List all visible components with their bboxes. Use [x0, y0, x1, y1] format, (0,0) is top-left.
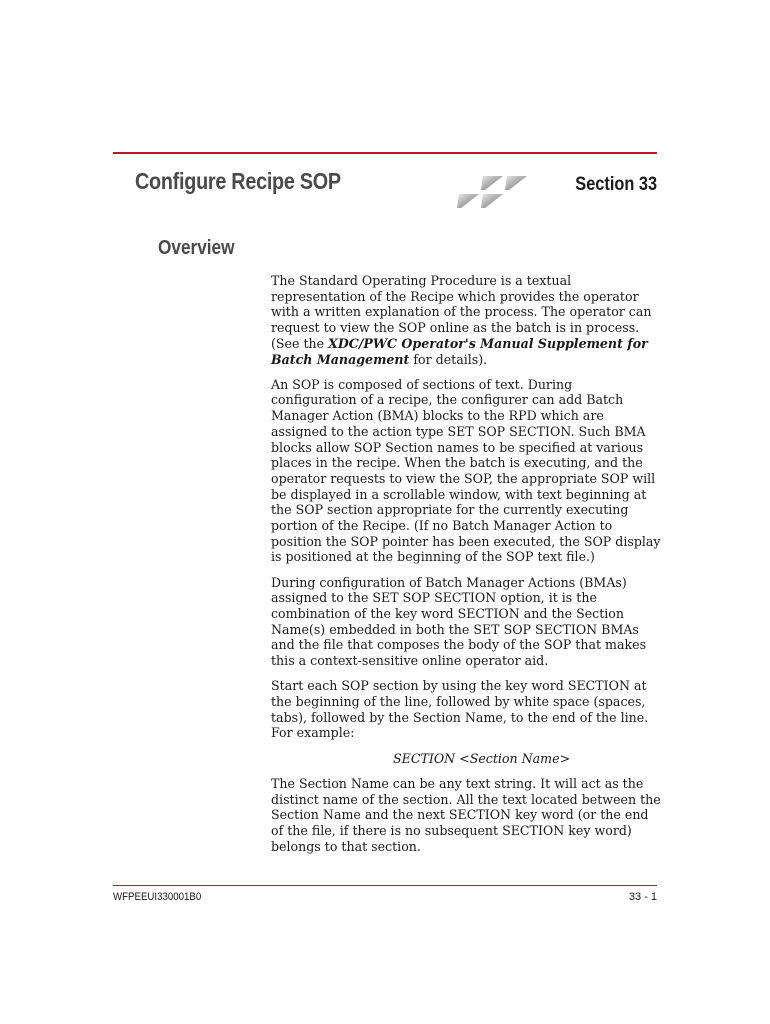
page-number: 33 - 1: [628, 891, 657, 903]
paragraph-1: [271, 273, 661, 367]
paragraph-2: An SOP is composed of sections of text. During configuration of a recipe, the configurer can add Batch Manager Action (BMA) blocks to the RPD which are assigned to the action type SET SOP SECTION. Such BMA blocks allow SOP Section names to be specified at various places in the recipe. When the batch is executing, and the operator requests to view the SOP, the appropriate SOP will be displayed in a scrollable window, with text beginning at the SOP section appropriate for the currently executing portion of the Recipe. (If no Batch Manager Action to position the SOP pointer has been executed, the SOP display is positioned at the beginning of the SOP text file.): [271, 376, 661, 565]
section-label: Section 33: [575, 174, 657, 195]
manual-reference: XDC/PWC Operator's Manual Supplement for Batch Management: [271, 335, 648, 367]
header-rule: [113, 152, 657, 154]
chapter-title: Configure Recipe SOP: [135, 168, 341, 194]
paragraph-5: The Section Name can be any text string. It will act as the distinct name of the section. All the text located between the Section Name and the next SECTION key word (or the end of the file, if there is no subsequent SECTION key word) belongs to that section.: [271, 775, 661, 854]
p1-text: The Standard Operating Procedure is a textual representation of the Recipe which provides the operator with a written explanation of the process. The operator can request to view the SOP online as the batch is in process. (See the: [271, 273, 652, 351]
paragraph-3: During configuration of Batch Manager Actions (BMAs) assigned to the SET SOP SECTION option, it is the combination of the key word SECTION and the Section Name(s) embedded in both the SET SOP SECTION BMAs and the file that composes the body of the SOP that makes this a context-sensitive online operator aid.: [271, 574, 647, 669]
four-arrows-logo-icon: [455, 172, 531, 212]
document-number: WFPEEUI330001B0: [113, 891, 202, 903]
paragraph-4: Start each SOP section by using the key word SECTION at the beginning of the line, followed by white space (spaces, tabs), followed by the Section Name, to the end of the line. For example:: [271, 678, 649, 741]
syntax-example: SECTION <Section Name>: [393, 750, 571, 766]
overview-heading: Overview: [158, 237, 235, 259]
body-text: [271, 273, 661, 864]
p1-end-text: for details).: [409, 351, 488, 367]
footer-rule: [113, 885, 657, 886]
